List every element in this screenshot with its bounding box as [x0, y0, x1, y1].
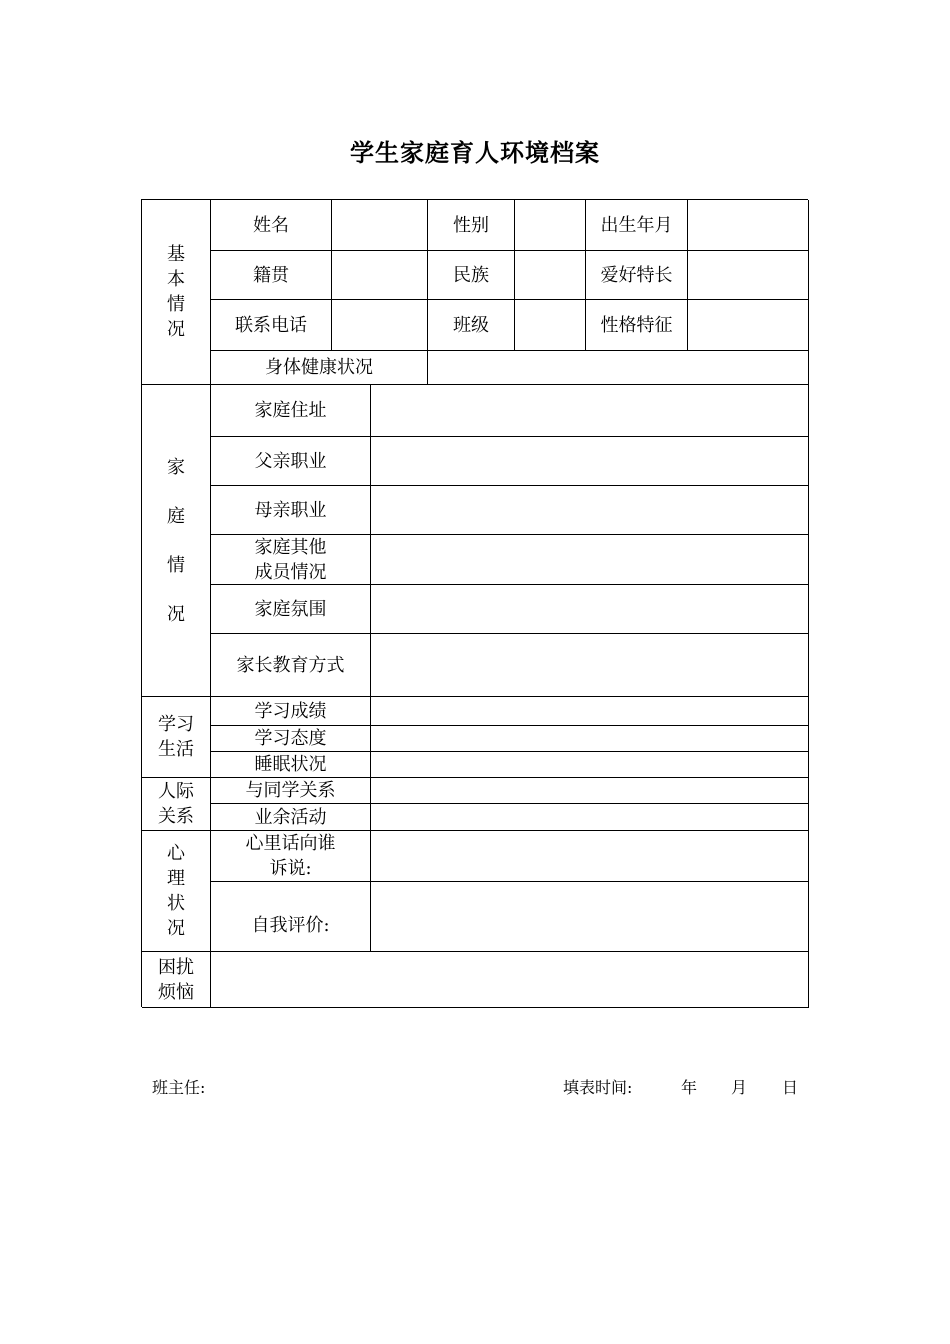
label-parenting-style: 家长教育方式: [211, 634, 371, 697]
field-health[interactable]: [428, 351, 809, 385]
field-native-place[interactable]: [332, 251, 428, 300]
section-basic-char-3: 情: [167, 294, 185, 315]
section-psych-char-1: 心: [167, 843, 185, 864]
section-family-char-1: 家: [167, 456, 185, 478]
field-name[interactable]: [332, 200, 428, 251]
field-birth-date[interactable]: [688, 200, 809, 251]
field-other-members[interactable]: [371, 535, 809, 585]
field-phone[interactable]: [332, 300, 428, 351]
label-classmates: 与同学关系: [211, 778, 371, 804]
label-other-members-line-1: 家庭其他: [254, 536, 327, 558]
label-home-address: 家庭住址: [211, 385, 371, 437]
section-family-char-4: 况: [167, 603, 185, 625]
field-ethnicity[interactable]: [515, 251, 586, 300]
field-personality[interactable]: [688, 300, 809, 351]
field-self-evaluation[interactable]: [371, 882, 809, 952]
label-sleep: 睡眠状况: [211, 752, 371, 778]
label-phone: 联系电话: [211, 300, 332, 351]
section-study-life: [142, 697, 211, 778]
student-record-form: [141, 199, 808, 1007]
field-parenting-style[interactable]: [371, 634, 809, 697]
field-study-attitude[interactable]: [371, 726, 809, 752]
label-leisure: 业余活动: [211, 804, 371, 831]
footer-month-label: 月: [731, 1078, 748, 1097]
field-gender[interactable]: [515, 200, 586, 251]
section-psych-char-2: 理: [167, 868, 185, 889]
label-father-job: 父亲职业: [211, 437, 371, 486]
label-personality: 性格特征: [586, 300, 688, 351]
field-home-address[interactable]: [371, 385, 809, 437]
field-leisure[interactable]: [371, 804, 809, 831]
field-confide[interactable]: [371, 831, 809, 882]
footer-year-label: 年: [681, 1078, 698, 1097]
section-psych-char-3: 状: [167, 893, 185, 914]
section-relations-line-2: 关系: [158, 806, 194, 827]
field-classmates[interactable]: [371, 778, 809, 804]
section-family-char-2: 庭: [167, 505, 185, 527]
field-class[interactable]: [515, 300, 586, 351]
label-class: 班级: [428, 300, 515, 351]
section-relations-line-1: 人际: [158, 781, 194, 802]
section-psych-char-4: 况: [167, 918, 185, 939]
page-title: 学生家庭育人环境档案: [350, 138, 600, 167]
label-ethnicity: 民族: [428, 251, 515, 300]
section-study-line-2: 生活: [158, 739, 194, 760]
field-family-atmosphere[interactable]: [371, 585, 809, 634]
footer-teacher-label: 班主任:: [152, 1078, 206, 1097]
label-other-members-line-2: 成员情况: [254, 561, 327, 583]
section-psychology: [142, 831, 211, 952]
section-basic-char-1: 基: [167, 244, 185, 265]
label-mother-job: 母亲职业: [211, 486, 371, 535]
label-birth-date: 出生年月: [586, 200, 688, 251]
section-study-line-1: 学习: [158, 714, 194, 735]
field-hobbies[interactable]: [688, 251, 809, 300]
footer-teacher-field[interactable]: [215, 1075, 415, 1097]
label-gender: 性别: [428, 200, 515, 251]
label-family-atmosphere: 家庭氛围: [211, 585, 371, 634]
footer-day-label: 日: [782, 1078, 799, 1097]
field-study-grades[interactable]: [371, 697, 809, 726]
label-hobbies: 爱好特长: [586, 251, 688, 300]
label-confide: [211, 831, 371, 882]
label-self-evaluation: 自我评价:: [211, 882, 371, 952]
footer-date-label: 填表时间:: [563, 1078, 633, 1097]
section-basic-info: [142, 200, 211, 385]
section-troubles-line-1: 困扰: [158, 956, 194, 978]
label-confide-line-2: 诉说:: [269, 858, 312, 879]
field-mother-job[interactable]: [371, 486, 809, 535]
section-basic-char-4: 况: [167, 319, 185, 340]
label-study-grades: 学习成绩: [211, 697, 371, 726]
section-troubles-line-2: 烦恼: [158, 981, 194, 1003]
label-study-attitude: 学习态度: [211, 726, 371, 752]
label-health: 身体健康状况: [211, 351, 428, 385]
section-family-info: [142, 385, 211, 697]
label-other-members: [211, 535, 371, 585]
label-native-place: 籍贯: [211, 251, 332, 300]
section-relations: [142, 778, 211, 831]
field-sleep[interactable]: [371, 752, 809, 778]
label-confide-line-1: 心里话向谁: [245, 833, 336, 854]
field-troubles[interactable]: [211, 952, 809, 1008]
section-basic-char-2: 本: [167, 269, 185, 290]
field-father-job[interactable]: [371, 437, 809, 486]
section-troubles: [142, 952, 211, 1008]
label-name: 姓名: [211, 200, 332, 251]
section-family-char-3: 情: [167, 554, 185, 576]
